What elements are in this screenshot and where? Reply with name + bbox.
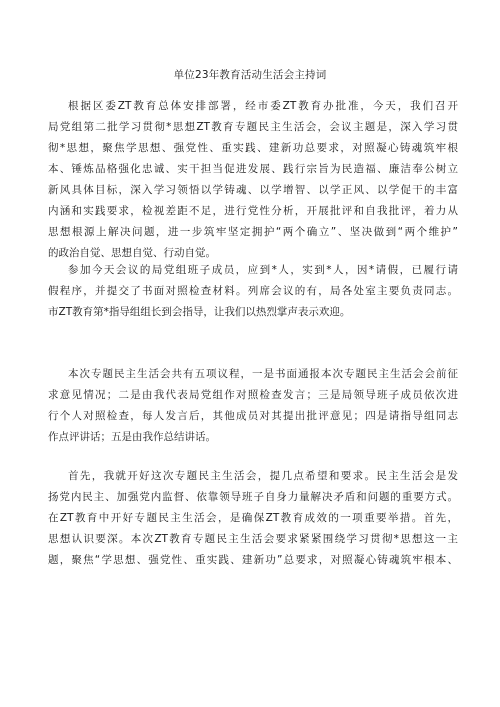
paragraph-line: 扬党内民主、加强党内监督、依靠领导班子自身力量解决矛盾和问题的重要方式。 — [48, 491, 458, 503]
paragraph-line: 内涵和实践要求，检视差距不足，进行党性分析，开展批评和自我批评，着力从 — [48, 205, 458, 217]
paragraph-line: 本、锤炼品格强化忠诚、实干担当促进发展、践行宗旨为民造福、廉洁奉公树立 — [48, 163, 458, 175]
paragraph-line: 市ZT教育第*指导组组长到会指导，让我们以热烈掌声表示欢迎。 — [48, 306, 351, 318]
paragraph-line: 行个人对照检查，每人发言后，其他成员对其提出批评意见；四是请指导组同志 — [48, 410, 458, 422]
paragraph-2 — [48, 260, 458, 323]
paragraph-line: 首先，我就开好这次专题民主生活会，提几点希望和要求。民主生活会是发 — [68, 470, 458, 482]
paragraph-line: 题，聚焦“学思想、强党性、重实践、建新功”总要求，对照凝心铸魂筑牢根本、 — [48, 554, 458, 566]
paragraph-4 — [48, 466, 458, 571]
paragraph-line: 思想根源上解决问题，进一步筑牢坚定拥护“两个确立”、坚决做到“两个维护” — [48, 226, 458, 238]
paragraph-line: 本次专题民主生活会共有五项议程，一是书面通报本次专题民主生活会会前征 — [68, 368, 458, 380]
paragraph-3 — [48, 364, 458, 448]
paragraph-line: 彻*思想，聚焦学思想、强党性、重实践、建新功总要求，对照凝心铸魂筑牢根 — [48, 142, 458, 154]
paragraph-line: 的政治自觉、思想自觉、行动自觉。 — [48, 247, 216, 259]
paragraph-line: 作点评讲话；五是由我作总结讲话。 — [48, 431, 216, 443]
paragraph-line: 在ZT教育中开好专题民主生活会，是确保ZT教育成效的一项重要举措。首先， — [48, 512, 458, 524]
paragraph-line: 参加今天会议的局党组班子成员，应到*人，实到*人，因*请假，已履行请 — [68, 264, 458, 276]
paragraph-1 — [48, 96, 458, 264]
paragraph-line: 思想认识要深。本次ZT教育专题民主生活会要求紧紧围绕学习贯彻*思想这一主 — [48, 533, 458, 545]
paragraph-line: 根据区委ZT教育总体安排部署，经市委ZT教育办批准，今天，我们召开 — [68, 100, 458, 112]
paragraph-line: 新风具体目标，深入学习领悟以学铸魂、以学增智、以学正风、以学促干的丰富 — [48, 184, 458, 196]
paragraph-line: 求意见情况；二是由我代表局党组作对照检查发言；三是局领导班子成员依次进 — [48, 389, 458, 401]
paragraph-line: 假程序，并提交了书面对照检查材料。列席会议的有，局各处室主要负责同志。 — [48, 285, 458, 297]
paragraph-line: 局党组第二批学习贯彻*思想ZT教育专题民主生活会，会议主题是，深入学习贯 — [48, 121, 458, 133]
document-title: 单位23年教育活动生活会主持词 — [173, 69, 327, 81]
